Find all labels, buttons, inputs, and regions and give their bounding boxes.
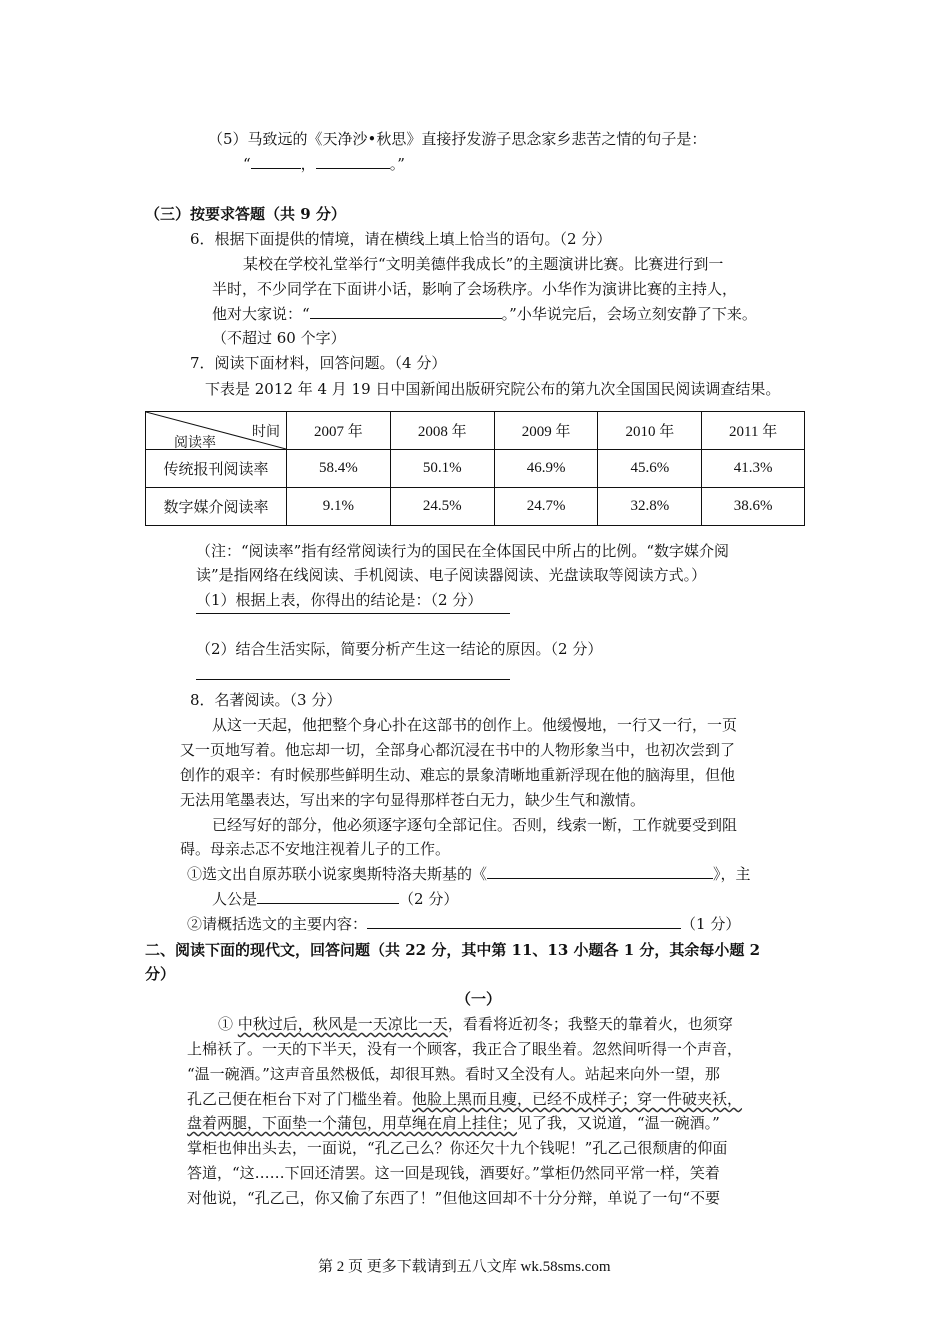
year-header: 2008 年 <box>390 412 494 450</box>
q8-item2-text: ②请概括选文的主要内容： <box>187 915 368 933</box>
summary-blank[interactable] <box>367 914 681 929</box>
passage-line: 上棉袄了。一天的下半天，没有一个顾客，我正合了眼坐着。忽然间听得一个声音， <box>187 1040 743 1058</box>
q5-blank-2[interactable] <box>316 154 390 169</box>
q8-p1-line: 从这一天起，他把整个身心扑在这部书的创作上。他缓慢地，一行又一行，一页 <box>212 716 738 734</box>
passage-text: 见了我，又说道，“温一碗酒。” <box>517 1114 720 1132</box>
passage-line: 掌柜也伸出头去，一面说，“孔乙己么？你还欠十九个钱呢！”孔乙己很颓唐的仰面 <box>187 1139 728 1157</box>
q6-line1: 某校在学校礼堂举行“文明美德伴我成长”的主题演讲比赛。比赛进行到一 <box>243 255 724 273</box>
table-cell: 9.1% <box>287 488 391 526</box>
q8-item1-protagonist: 人公是 <box>212 890 258 908</box>
passage-number: （一） <box>456 990 502 1008</box>
q5-line1: （5）马致远的《天净沙•秋思》直接抒发游子思念家乡悲苦之情的句子是： <box>208 130 707 148</box>
q8-item2 <box>187 913 740 934</box>
part2-title-line2: 分） <box>145 965 176 983</box>
q7-sub1-answer-line[interactable] <box>196 613 510 614</box>
q8-item1-cont <box>212 888 458 909</box>
wavy-underlined-description: 他脸上黑而且瘦，已经不成样子；穿一件破夹袄， <box>412 1090 743 1108</box>
table-corner-cell <box>146 412 287 450</box>
q6-line3-end: 。”小华说完后，会场立刻安静了下来。 <box>501 305 757 323</box>
year-header: 2011 年 <box>702 412 805 450</box>
table-cell: 50.1% <box>390 450 494 488</box>
passage-line <box>187 1088 742 1109</box>
q6-prompt: 6．根据下面提供的情境，请在横线上填上恰当的语句。（2 分） <box>190 230 612 248</box>
corner-rate-label: 阅读率 <box>174 435 216 451</box>
q6-line3 <box>212 303 757 324</box>
table-cell: 38.6% <box>702 488 805 526</box>
row-label: 数字媒介阅读率 <box>146 488 287 526</box>
table-cell: 24.7% <box>494 488 598 526</box>
table-row <box>146 488 805 526</box>
q6-limit-note: （不超过 60 个字） <box>212 329 346 347</box>
passage-line: “温一碗酒。”这声音虽然极低，却很耳熟。看时又全没有人。站起来向外一望，那 <box>187 1065 720 1083</box>
wavy-underlined-description: 盘着两腿，下面垫一个蒲包，用草绳在肩上挂住； <box>187 1114 518 1132</box>
table-cell: 41.3% <box>702 450 805 488</box>
q5-blank-1[interactable] <box>251 154 301 169</box>
q7-sub2: （2）结合生活实际，简要分析产生这一结论的原因。（2 分） <box>196 640 603 658</box>
book-title-blank[interactable] <box>487 864 713 879</box>
q7-sub1: （1）根据上表，你得出的结论是：（2 分） <box>196 591 483 609</box>
passage-line <box>187 1112 720 1133</box>
table-cell: 24.5% <box>390 488 494 526</box>
q5-close: 。” <box>389 155 405 173</box>
table-cell: 32.8% <box>598 488 702 526</box>
table-header-row <box>146 412 805 450</box>
protagonist-blank[interactable] <box>257 889 399 904</box>
year-header: 2007 年 <box>287 412 391 450</box>
q8-p2-line: 碍。母亲忐忑不安地注视着儿子的工作。 <box>180 840 451 858</box>
q6-answer-blank[interactable] <box>310 304 502 319</box>
q8-p1-line: 又一页地写着。他忘却一切，全部身心都沉浸在书中的人物形象当中，也初次尝到了 <box>180 741 736 759</box>
q7-sub2-answer-line[interactable] <box>196 679 510 680</box>
q8-item2-score: （1 分） <box>681 915 741 933</box>
passage-line <box>218 1013 733 1034</box>
passage-line: 答道，“这……下回还清罢。这一回是现钱，酒要好。”掌柜仍然同平常一样，笑着 <box>187 1164 720 1182</box>
row-label: 传统报刊阅读率 <box>146 450 287 488</box>
passage-text: 孔乙己便在柜台下对了门槛坐着。 <box>187 1090 413 1108</box>
q6-line3-start: 他对大家说：“ <box>212 305 310 323</box>
section3-title: （三）按要求答题（共 9 分） <box>145 205 346 223</box>
q5-open-quote: “ <box>243 155 251 173</box>
q8-p1-line: 无法用笔墨表达，写出来的字句显得那样苍白无力，缺少生气和激情。 <box>180 791 646 809</box>
part2-title-line1: 二、阅读下面的现代文，回答问题（共 22 分，其中第 11、13 小题各 1 分，其余每小题 2 <box>145 941 761 959</box>
q8-prompt: 8．名著阅读。（3 分） <box>190 691 342 709</box>
table-cell: 46.9% <box>494 450 598 488</box>
q7-intro: 下表是 2012 年 4 月 19 日中国新闻出版研究院公布的第九次全国国民阅读调查结果。 <box>205 380 781 398</box>
year-header: 2009 年 <box>494 412 598 450</box>
q7-note-line1: （注：“阅读率”指有经常阅读行为的国民在全体国民中所占的比例。“数字媒介阅 <box>196 542 730 560</box>
page-footer: 第 2 页 更多下载请到五八文库 wk.58sms.com <box>318 1259 611 1275</box>
table-cell: 45.6% <box>598 450 702 488</box>
table-cell: 58.4% <box>287 450 391 488</box>
q6-line2: 半时，不少同学在下面讲小话，影响了会场秩序。小华作为演讲比赛的主持人， <box>212 280 738 298</box>
q7-note-line2: 读”是指网络在线阅读、手机阅读、电子阅读器阅读、光盘读取等阅读方式。） <box>196 566 707 584</box>
q8-item1-end: 》，主 <box>713 865 751 883</box>
wavy-underlined-sentence: 中秋过后，秋风是一天凉比一天 <box>237 1015 448 1033</box>
q7-prompt: 7．阅读下面材料，回答问题。（4 分） <box>190 354 447 372</box>
q8-item1 <box>187 863 751 884</box>
paragraph-number: ① <box>218 1015 234 1033</box>
table-row <box>146 450 805 488</box>
reading-rate-table <box>145 411 805 526</box>
q5-comma: ， <box>300 155 316 173</box>
q8-p1-line: 创作的艰辛：有时候那些鲜明生动、难忘的景象清晰地重新浮现在他的脑海里，但他 <box>180 766 736 784</box>
q5-answer-line <box>243 153 405 174</box>
passage-line: 对他说，“孔乙己，你又偷了东西了！”但他这回却不十分分辩，单说了一句“不要 <box>187 1189 721 1207</box>
q8-item1-text: ①选文出自原苏联小说家奥斯特洛夫斯基的《 <box>187 865 488 883</box>
passage-line-rest: ，看看将近初冬；我整天的靠着火，也须穿 <box>447 1015 733 1033</box>
corner-time-label: 时间 <box>252 424 280 440</box>
year-header: 2010 年 <box>598 412 702 450</box>
q8-item1-score: （2 分） <box>399 890 459 908</box>
q8-p2-line: 已经写好的部分，他必须逐字逐句全部记住。否则，线索一断，工作就要受到阻 <box>212 816 738 834</box>
